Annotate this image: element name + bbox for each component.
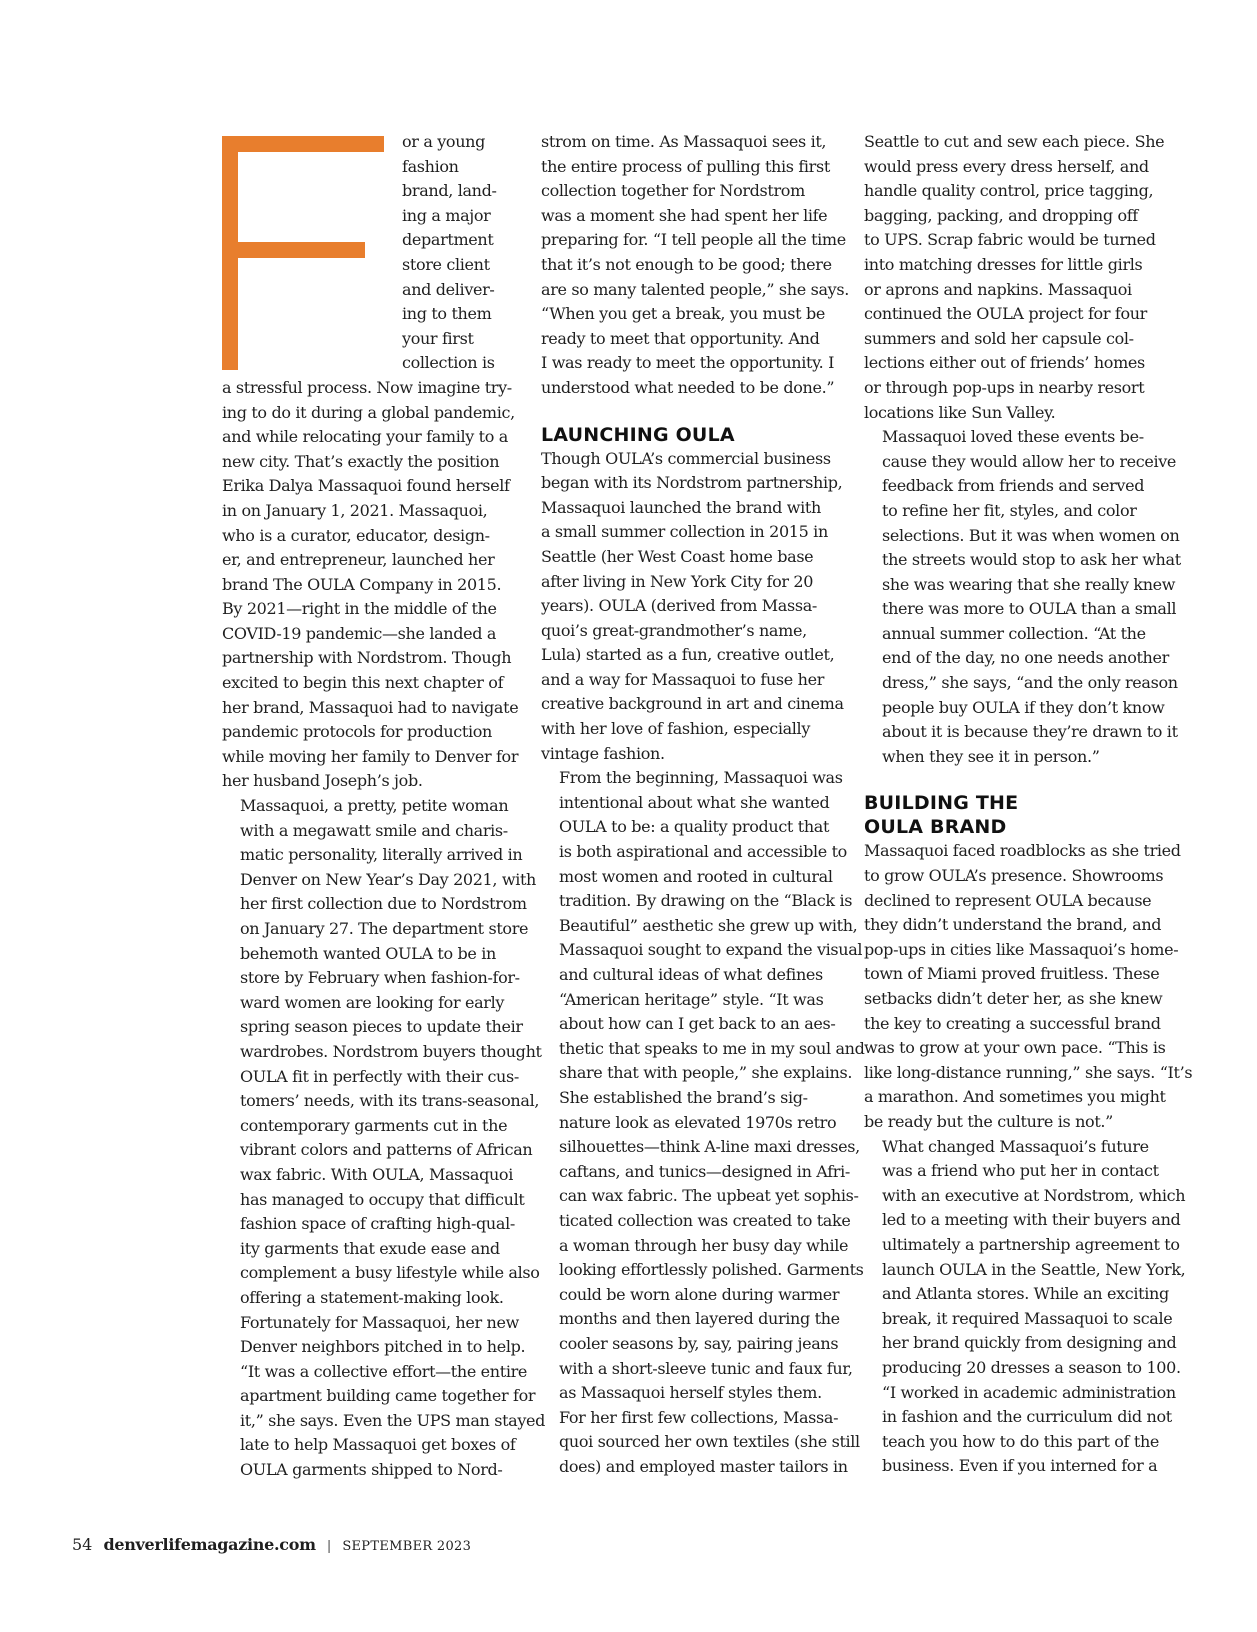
text-line: For her first few collections, Massa- — [559, 1407, 839, 1427]
text-line: looking effortlessly polished. Garments — [559, 1260, 864, 1280]
text-line: locations like Sun Valley. — [864, 402, 1056, 422]
text-line: Massaquoi faced roadblocks as she tried — [864, 841, 1181, 861]
paragraph — [541, 1086, 864, 1406]
text-line: business. Even if you interned for a — [882, 1456, 1158, 1476]
text-line: with a short-sleeve tunic and faux fur, — [559, 1358, 853, 1378]
text-line: to grow OULA’s presence. Showrooms — [864, 866, 1164, 886]
text-line: your first — [402, 328, 474, 348]
text-line: ing to them — [402, 304, 492, 324]
text-line: share that with people,” she explains. — [559, 1063, 853, 1083]
text-line: cooler seasons by, say, pairing jeans — [559, 1333, 839, 1353]
text-line: Massaquoi sought to expand the visual — [559, 940, 863, 960]
text-line: and cultural ideas of what defines — [559, 965, 823, 984]
text-line: new city. That’s exactly the position — [222, 451, 500, 471]
text-line: By 2021—right in the middle of the — [222, 599, 497, 619]
text-line: I was ready to meet the opportunity. I — [541, 353, 835, 373]
text-line: her husband Joseph’s job. — [222, 771, 423, 791]
text-line: Denver neighbors pitched in to help. — [240, 1337, 526, 1357]
website-link[interactable]: denverlifemagazine.com — [103, 1535, 316, 1554]
text-line: producing 20 dresses a season to 100. — [882, 1357, 1181, 1377]
text-line: From the beginning, Massaquoi was — [559, 768, 843, 788]
footer-separator: | — [326, 1539, 332, 1554]
text-line: and a way for Massaquoi to fuse her — [541, 669, 825, 689]
paragraph — [222, 1311, 546, 1483]
text-line: teach you how to do this part of the — [882, 1431, 1160, 1451]
text-line: declined to represent OULA because — [864, 890, 1152, 910]
text-line: with an executive at Nordstrom, which — [882, 1185, 1186, 1205]
text-line: department — [402, 230, 494, 250]
text-line: tomers’ needs, with its trans-seasonal, — [240, 1091, 540, 1111]
text-line: a stressful process. Now imagine try- — [222, 377, 512, 397]
article-column-3 — [864, 130, 1193, 1479]
text-line: OULA garments shipped to Nord- — [240, 1460, 503, 1480]
text-line: cause they would allow her to receive — [882, 451, 1177, 471]
text-line: late to help Massaquoi get boxes of — [240, 1435, 516, 1455]
text-line: a small summer collection in 2015 in — [541, 522, 828, 542]
text-line: are so many talented people,” she says. — [541, 279, 849, 299]
text-line: and deliver- — [402, 279, 495, 299]
text-line: in on January 1, 2021. Massaquoi, — [222, 500, 488, 520]
text-line: it,” she says. Even the UPS man stayed — [240, 1410, 546, 1430]
text-line: store by February when fashion-for- — [240, 968, 520, 988]
text-line: partnership with Nordstrom. Though — [222, 648, 512, 668]
text-line: could be worn alone during warmer — [559, 1284, 840, 1304]
text-line: the streets would stop to ask her what — [882, 550, 1181, 570]
text-line: does) and employed master tailors in — [559, 1456, 848, 1476]
text-line: was a moment she had spent her life — [541, 205, 828, 225]
text-line: Beautiful” aesthetic she grew up with, — [559, 915, 858, 935]
text-line: She established the brand’s sig- — [559, 1087, 808, 1107]
text-line: ready to meet that opportunity. And — [541, 328, 820, 348]
text-line: preparing for. “I tell people all the time — [541, 230, 846, 250]
page-number: 54 — [72, 1535, 93, 1554]
text-line: understood what needed to be done.” — [541, 377, 835, 397]
text-line: the entire process of pulling this first — [541, 156, 830, 176]
text-line: annual summer collection. “At the — [882, 623, 1146, 643]
text-line: on January 27. The department store — [240, 919, 529, 938]
paragraph — [541, 130, 849, 401]
text-line: ing a major — [402, 205, 491, 225]
text-line: end of the day, no one needs another — [882, 648, 1169, 668]
text-line: “When you get a break, you must be — [541, 304, 825, 324]
text-line: when they see it in person.” — [882, 746, 1100, 766]
text-line: and Atlanta stores. While an exciting — [882, 1284, 1169, 1304]
text-line: there was more to OULA than a small — [882, 599, 1177, 619]
text-line: or aprons and napkins. Massaquoi — [864, 279, 1132, 299]
text-line: about how can I get back to an aes- — [559, 1014, 836, 1034]
text-line: was to grow at your own pace. “This is — [864, 1038, 1166, 1058]
text-line: Fortunately for Massaquoi, her new — [240, 1312, 519, 1332]
text-line: “It was a collective effort—the entire — [240, 1361, 528, 1381]
paragraph — [541, 766, 865, 1086]
text-line: ing to do it during a global pandemic, — [222, 402, 515, 422]
text-line: her first collection due to Nordstrom — [240, 894, 527, 914]
text-line: complement a busy lifestyle while also — [240, 1263, 540, 1283]
text-line: was a friend who put her in contact — [882, 1161, 1159, 1181]
text-line: strom on time. As Massaquoi sees it, — [541, 132, 827, 151]
text-line: “American heritage” style. “It was — [559, 989, 824, 1009]
text-line: behemoth wanted OULA to be in — [240, 943, 496, 963]
text-line: continued the OULA project for four — [864, 304, 1147, 324]
text-line: offering a statement-making look. — [240, 1287, 504, 1307]
text-line: and while relocating your family to a — [222, 427, 508, 447]
paragraph — [222, 130, 512, 376]
text-line: Seattle (her West Coast home base — [541, 546, 814, 566]
text-line: summers and sold her capsule col- — [864, 328, 1134, 348]
text-line: with her love of fashion, especially — [541, 719, 811, 739]
text-line: they didn’t understand the brand, and — [864, 915, 1162, 935]
text-line: a marathon. And sometimes you might — [864, 1087, 1166, 1107]
text-line: after living in New York City for 20 — [541, 571, 814, 591]
text-line: Denver on New Year’s Day 2021, with — [240, 869, 537, 889]
text-line: to refine her fit, styles, and color — [882, 500, 1137, 520]
text-line: a woman through her busy day while — [559, 1235, 849, 1255]
text-line: dress,” she says, “and the only reason — [882, 673, 1178, 693]
text-line: excited to begin this next chapter of — [222, 673, 504, 693]
text-line: Lula) started as a fun, creative outlet, — [541, 645, 835, 665]
text-line: can wax fabric. The upbeat yet sophis- — [559, 1186, 859, 1206]
paragraph — [864, 839, 1193, 1134]
text-line: tradition. By drawing on the “Black is — [559, 891, 853, 911]
text-line: like long-distance running,” she says. “It’s — [864, 1062, 1193, 1082]
text-line: ultimately a partnership agreement to — [882, 1234, 1180, 1254]
article-column-1 — [222, 130, 546, 1483]
text-line: Though OULA’s commercial business — [541, 448, 831, 468]
text-line: thetic that speaks to me in my soul and — [559, 1038, 865, 1058]
text-line: collection is — [402, 353, 495, 373]
text-line: in fashion and the curriculum did not — [882, 1407, 1172, 1427]
text-line: lections either out of friends’ homes — [864, 353, 1145, 373]
text-line: brand The OULA Company in 2015. — [222, 574, 502, 594]
text-line: OULA BRAND — [864, 816, 1007, 839]
text-line: er, and entrepreneur, launched her — [222, 550, 495, 570]
text-line: setbacks didn’t deter her, as she knew — [864, 989, 1163, 1008]
paragraph — [541, 447, 844, 767]
text-line: caftans, and tunics—designed in Afri- — [559, 1161, 850, 1181]
text-line: Massaquoi launched the brand with — [541, 497, 821, 517]
text-line: began with its Nordstrom partnership, — [541, 473, 843, 493]
text-line: ticated collection was created to take — [559, 1210, 851, 1230]
paragraph — [222, 376, 519, 794]
text-line: that it’s not enough to be good; there — [541, 254, 832, 274]
text-line: be ready but the culture is not.” — [864, 1111, 1113, 1131]
text-line: “I worked in academic administration — [882, 1382, 1176, 1402]
text-line: intentional about what she wanted — [559, 792, 830, 812]
text-line: she was wearing that she really knew — [882, 574, 1176, 594]
text-line: vintage fashion. — [541, 743, 665, 763]
text-line: collection together for Nordstrom — [541, 181, 805, 201]
text-line: fashion — [402, 156, 459, 176]
text-line: OULA to be: a quality product that — [559, 817, 830, 837]
text-line: COVID-19 pandemic—she landed a — [222, 623, 497, 643]
text-line: vibrant colors and patterns of African — [240, 1140, 533, 1160]
text-line: years). OULA (derived from Massa- — [541, 596, 817, 616]
text-line: matic personality, literally arrived in — [240, 845, 523, 865]
text-line: Massaquoi loved these events be- — [882, 427, 1144, 447]
text-line: led to a meeting with their buyers and — [882, 1210, 1181, 1230]
text-line: with a megawatt smile and charis- — [240, 820, 508, 840]
text-line: silhouettes—think A-line maxi dresses, — [559, 1137, 860, 1157]
text-line: fashion space of crafting high-qual- — [240, 1214, 515, 1234]
text-line: her brand quickly from designing and — [882, 1333, 1177, 1353]
section-heading-building-the-oula-brand — [864, 791, 1164, 839]
text-line: What changed Massaquoi’s future — [882, 1136, 1149, 1156]
text-line: pandemic protocols for production — [222, 722, 492, 742]
text-line: Seattle to cut and sew each piece. She — [864, 132, 1165, 151]
text-line: store client — [402, 254, 490, 274]
paragraph — [222, 794, 542, 1310]
paragraph — [864, 1135, 1186, 1479]
text-line: is both aspirational and accessible to — [559, 842, 847, 862]
text-line: would press every dress herself, and — [864, 156, 1149, 176]
paragraph — [864, 130, 1164, 425]
paragraph — [541, 1406, 860, 1480]
section-heading-launching-oula: LAUNCHING OULA — [541, 423, 735, 446]
text-line: spring season pieces to update their — [240, 1017, 523, 1037]
text-line: wardrobes. Nordstrom buyers thought — [240, 1041, 542, 1061]
text-line: wax fabric. With OULA, Massaquoi — [240, 1164, 513, 1184]
page-footer — [72, 1535, 471, 1554]
text-line: BUILDING THE — [864, 792, 1019, 815]
text-line: while moving her family to Denver for — [222, 746, 519, 766]
text-line: months and then layered during the — [559, 1309, 840, 1329]
text-line: contemporary garments cut in the — [240, 1115, 508, 1135]
text-line: who is a curator, educator, design- — [222, 525, 490, 545]
text-line: Massaquoi, a pretty, petite woman — [240, 796, 509, 816]
text-line: ity garments that exude ease and — [240, 1238, 500, 1258]
text-line: handle quality control, price tagging, — [864, 181, 1154, 201]
text-line: OULA fit in perfectly with their cus- — [240, 1066, 519, 1086]
text-line: bagging, packing, and dropping off — [864, 205, 1138, 225]
text-line: quoi’s great-grandmother’s name, — [541, 620, 807, 640]
text-line: into matching dresses for little girls — [864, 254, 1143, 274]
text-line: nature look as elevated 1970s retro — [559, 1112, 837, 1132]
text-line: quoi sourced her own textiles (she still — [559, 1432, 860, 1452]
text-line: or a young — [402, 132, 486, 151]
text-line: the key to creating a successful brand — [864, 1013, 1161, 1033]
text-line: brand, land- — [402, 181, 497, 201]
text-line: ward women are looking for early — [240, 992, 505, 1012]
text-line: to UPS. Scrap fabric would be turned — [864, 230, 1156, 250]
text-line: has managed to occupy that difficult — [240, 1189, 525, 1209]
text-line: as Massaquoi herself styles them. — [559, 1383, 822, 1403]
text-line: selections. But it was when women on — [882, 525, 1180, 545]
text-line: pop-ups in cities like Massaquoi’s home- — [864, 939, 1179, 959]
text-line: feedback from friends and served — [882, 476, 1145, 496]
paragraph — [864, 425, 1181, 769]
text-line: apartment building came together for — [240, 1386, 536, 1406]
text-line: people buy OULA if they don’t know — [882, 697, 1165, 717]
text-line: creative background in art and cinema — [541, 694, 844, 714]
text-line: or through pop-ups in nearby resort — [864, 377, 1145, 397]
text-line: her brand, Massaquoi had to navigate — [222, 697, 519, 717]
text-line: most women and rooted in cultural — [559, 866, 833, 886]
text-line: launch OULA in the Seattle, New York, — [882, 1259, 1186, 1279]
issue-date: SEPTEMBER 2023 — [342, 1539, 472, 1554]
text-line: about it is because they’re drawn to it — [882, 722, 1178, 742]
article-column-2 — [541, 130, 865, 1479]
text-line: break, it required Massaquoi to scale — [882, 1308, 1173, 1328]
text-line: Erika Dalya Massaquoi found herself — [222, 476, 510, 496]
text-line: town of Miami proved fruitless. These — [864, 964, 1160, 984]
